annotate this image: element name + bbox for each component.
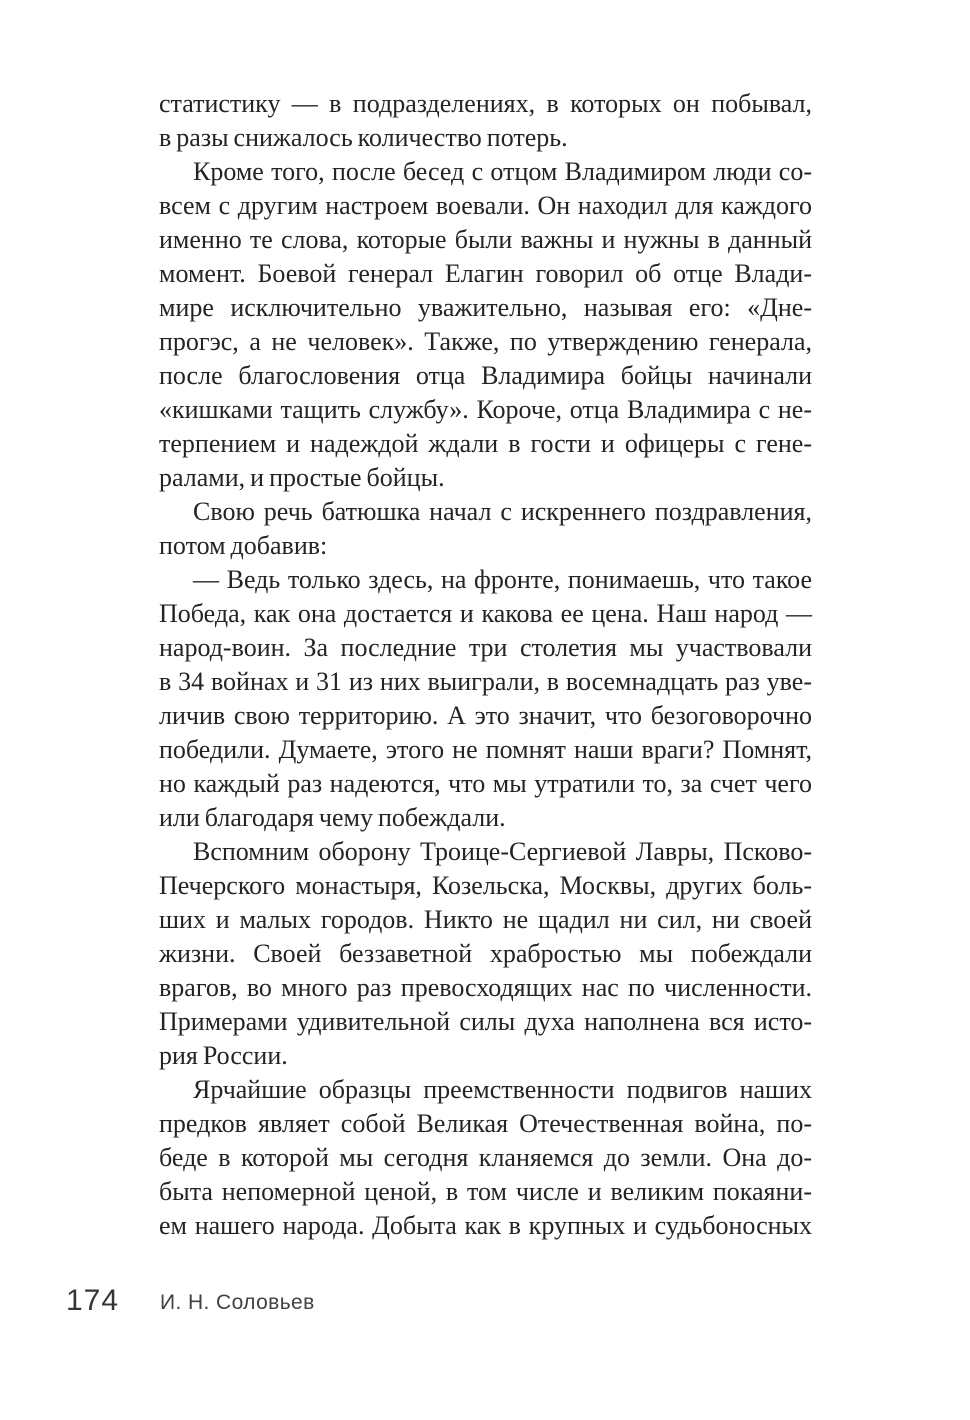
- text-line: ших и малых городов. Никто не щадил ни сил, ни своей: [159, 905, 812, 934]
- text-line: прогэс, а не человек». Также, по утверждению генерала,: [159, 327, 812, 356]
- text-line: Примерами удивительной силы духа наполнена вся исто-: [159, 1007, 812, 1036]
- text-line: Победа, как она достается и какова ее цена. Наш народ —: [159, 599, 812, 628]
- text-line: «кишками тащить службу». Короче, отца Владимира с не-: [159, 395, 812, 424]
- text-line: врагов, во много раз превосходящих нас по численности.: [159, 973, 812, 1002]
- paragraph: [159, 495, 812, 563]
- paragraph: [159, 563, 812, 835]
- text-line: Кроме того, после бесед с отцом Владимиром люди со-: [193, 157, 812, 186]
- page-number: 174: [66, 1284, 120, 1317]
- text-line: терпением и надеждой ждали в гости и офицеры с гене-: [159, 429, 812, 458]
- text-line: или благодаря чему побеждали.: [159, 803, 506, 832]
- text-line: Свою речь батюшка начал с искреннего поздравления,: [193, 497, 812, 526]
- text-line: быта непомерной ценой, в том числе и великим покаяни-: [159, 1177, 812, 1206]
- text-line: мире исключительно уважительно, называя его: «Дне-: [159, 293, 812, 322]
- text-line: в разы снижалось количество потерь.: [159, 123, 568, 152]
- text-line: рия России.: [159, 1041, 288, 1070]
- paragraph: [159, 1073, 812, 1243]
- text-line: личив свою территорию. А это значит, что безоговорочно: [159, 701, 812, 730]
- text-line: момент. Боевой генерал Елагин говорил об отце Влади-: [159, 259, 812, 288]
- paragraph: [159, 835, 812, 1073]
- text-line: после благословения отца Владимира бойцы начинали: [159, 361, 812, 390]
- text-line: ем нашего народа. Добыта как в крупных и судьбоносных: [159, 1211, 812, 1240]
- text-line: именно те слова, которые были важны и нужны в данный: [159, 225, 812, 254]
- paragraph: [159, 87, 812, 155]
- text-line: победили. Думаете, этого не помнят наши враги? Помнят,: [159, 735, 812, 764]
- text-line: народ-воин. За последние три столетия мы участвовали: [159, 633, 812, 662]
- text-line: Печерского монастыря, Козельска, Москвы, других боль-: [159, 871, 812, 900]
- text-line: ралами, и простые бойцы.: [159, 463, 445, 492]
- text-line: статистику — в подразделениях, в которых он побывал,: [159, 89, 812, 118]
- page-text: [159, 87, 812, 1243]
- text-line: — Ведь только здесь, на фронте, понимаешь, что такое: [193, 565, 812, 594]
- text-line: потом добавив:: [159, 531, 328, 560]
- text-line: беде в которой мы сегодня кланяемся до земли. Она до-: [159, 1143, 812, 1172]
- text-line: жизни. Своей беззаветной храбростью мы побеждали: [159, 939, 812, 968]
- text-line: но каждый раз надеются, что мы утратили то, за счет чего: [159, 769, 812, 798]
- text-line: в 34 войнах и 31 из них выиграли, в восемнадцать раз уве-: [159, 667, 812, 696]
- text-line: предков являет собой Великая Отечественная война, по-: [159, 1109, 812, 1138]
- text-line: Вспомним оборону Троице-Сергиевой Лавры, Псково-: [193, 837, 812, 866]
- text-line: всем с другим настроем воевали. Он находил для каждого: [159, 191, 812, 220]
- running-author: И. Н. Соловьев: [160, 1291, 315, 1314]
- paragraph: [159, 155, 812, 495]
- text-line: Ярчайшие образцы преемственности подвигов наших: [193, 1075, 812, 1104]
